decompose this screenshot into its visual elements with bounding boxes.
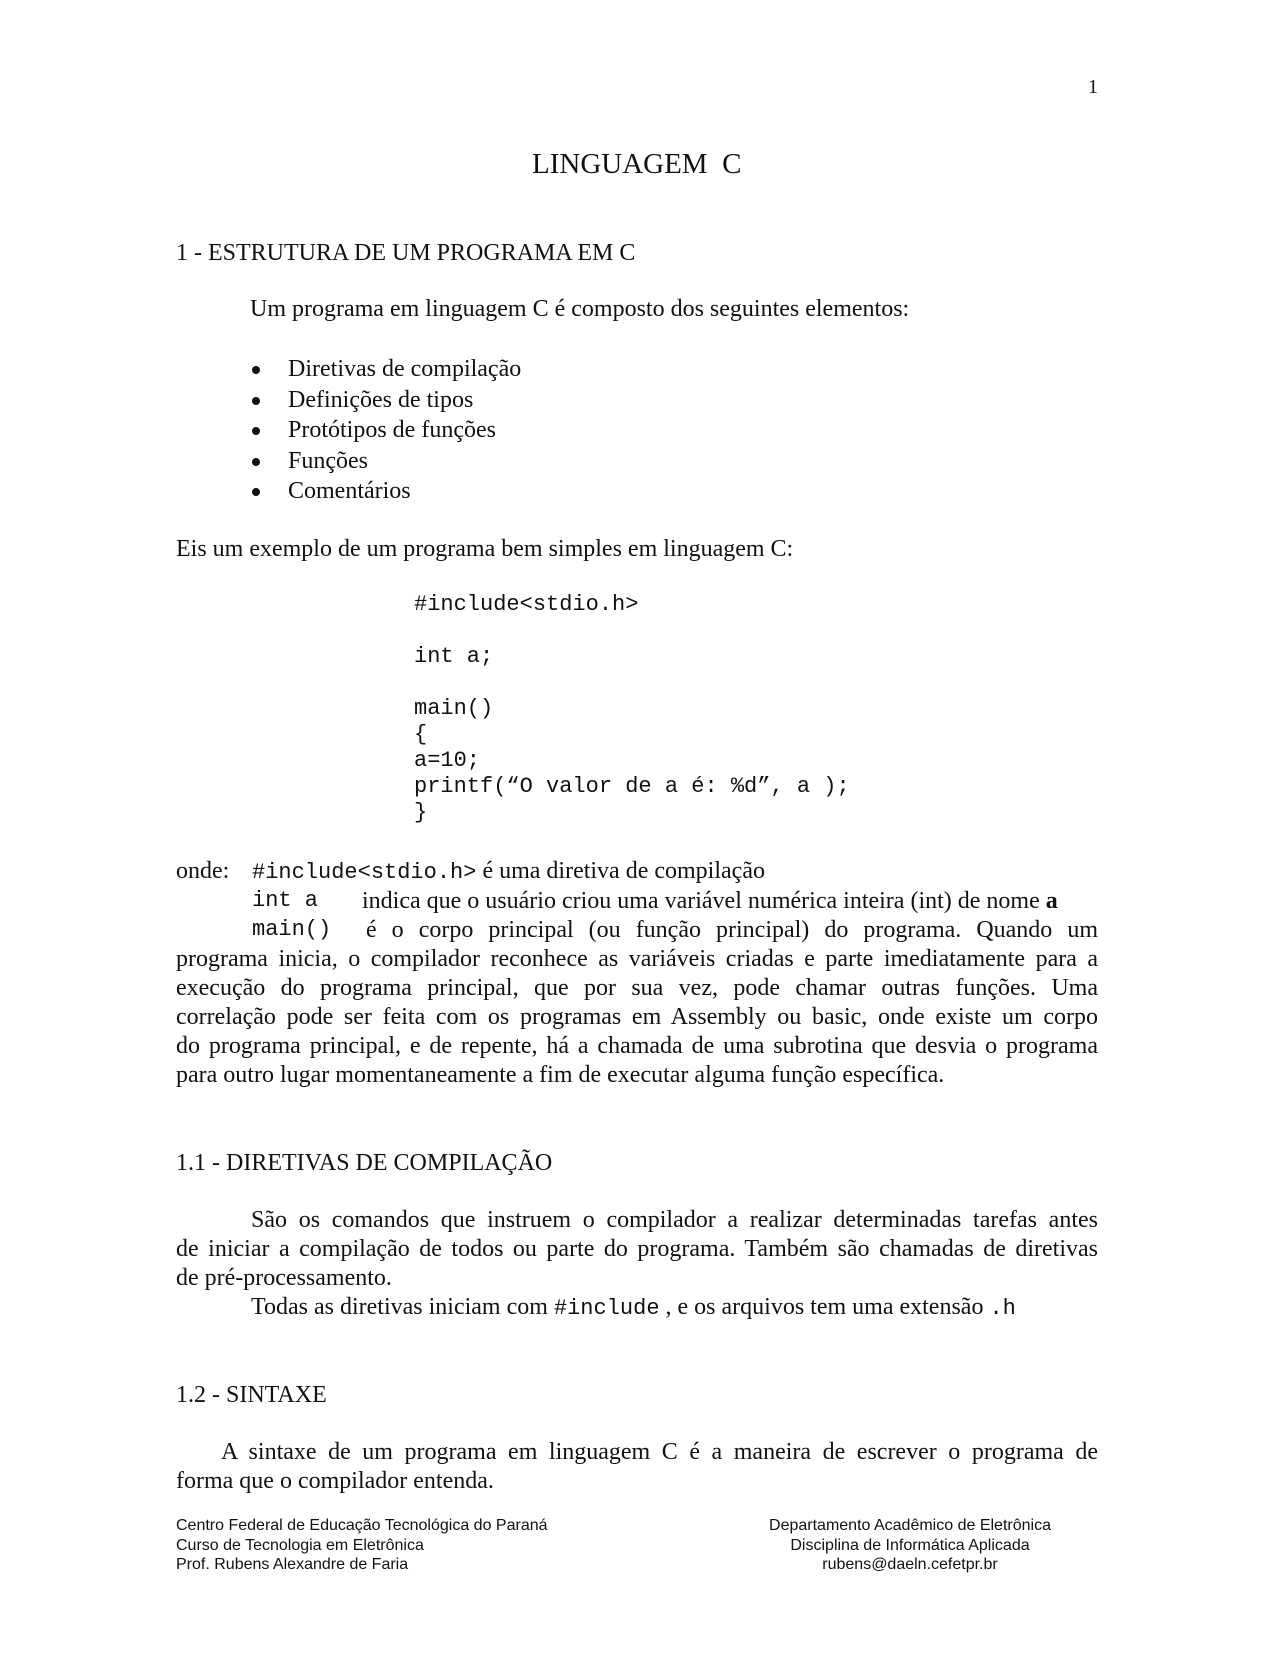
footer-institution: Centro Federal de Educação Tecnológica do Paraná xyxy=(176,1517,548,1534)
elements-list xyxy=(248,354,521,507)
bullet-icon xyxy=(252,458,260,466)
list-item: Funções xyxy=(248,446,521,477)
include-code: #include<stdio.h> xyxy=(252,860,477,885)
bullet-icon xyxy=(252,427,260,435)
bullet-icon xyxy=(252,488,260,496)
footer-discipline: Disciplina de Informática Aplicada xyxy=(790,1536,1030,1554)
example-intro: Eis um exemplo de um programa bem simples em linguagem C: xyxy=(176,536,794,562)
section-1-1-heading: 1.1 - DIRETIVAS DE COMPILAÇÃO xyxy=(176,1150,553,1176)
int-code: int a xyxy=(252,888,319,913)
code-line: #include<stdio.h> xyxy=(414,592,639,617)
int-explanation: indica que o usuário criou uma variável numérica inteira (int) de nome a xyxy=(362,888,1058,914)
include-keyword: #include xyxy=(553,1296,660,1321)
bullet-icon xyxy=(252,397,260,405)
footer-right xyxy=(760,1516,1060,1575)
footer-department: Departamento Acadêmico de Eletrônica xyxy=(769,1517,1051,1534)
bullet-icon xyxy=(252,366,260,374)
code-line: } xyxy=(414,800,428,825)
section-1-2-heading: 1.2 - SINTAXE xyxy=(176,1382,327,1408)
list-item: Comentários xyxy=(248,476,521,507)
onde-label: onde: xyxy=(176,858,230,884)
code-line: a=10; xyxy=(414,748,481,773)
footer-email: rubens@daeln.cefetpr.br xyxy=(822,1556,998,1573)
code-line: { xyxy=(414,722,428,747)
code-line: main() xyxy=(414,696,494,721)
footer-course: Curso de Tecnologia em Eletrônica xyxy=(176,1536,424,1554)
page-number: 1 xyxy=(1088,76,1098,98)
section-1-intro: Um programa em linguagem C é composto dos seguintes elementos: xyxy=(250,296,910,322)
header-extension: .h xyxy=(989,1296,1016,1321)
include-sentence: Todas as diretivas iniciam com #include , e os arquivos tem uma extensão .h xyxy=(251,1294,1016,1321)
section-1-heading: 1 - ESTRUTURA DE UM PROGRAMA EM C xyxy=(176,240,636,266)
section-1-2-paragraph: A sintaxe de um programa em linguagem C é a maneira de escrever o programa de forma que o compilador entenda. xyxy=(176,1439,1098,1494)
list-item: Protótipos de funções xyxy=(248,415,521,446)
main-code: main() xyxy=(252,917,332,942)
include-explanation: #include<stdio.h> é uma diretiva de compilação xyxy=(252,858,765,885)
footer-professor: Prof. Rubens Alexandre de Faria xyxy=(176,1556,409,1573)
page-title: LINGUAGEM C xyxy=(532,148,742,180)
code-line: printf(“O valor de a é: %d”, a ); xyxy=(414,774,850,799)
section-1-1-paragraph: São os comandos que instruem o compilador a realizar determinadas tarefas antes de iniciar a compilação de todos ou parte do programa. Também são chamadas de diretivas de pré-processamento. xyxy=(176,1207,1098,1291)
list-item: Diretivas de compilação xyxy=(248,354,521,385)
list-item: Definições de tipos xyxy=(248,385,521,416)
main-explanation: é o corpo principal (ou função principal) do programa. Quando um programa inicia, o compilador reconhece as variáveis criadas e parte imediatamente para a execução do programa principal, que por sua vez, pode chamar outras funções. Uma correlação pode ser feita com os programas em Assembly ou basic, onde existe um corpo do programa principal, e de repente, há a chamada de uma subrotina que desvia o programa para outro lugar momentaneamente a fim de executar alguma função específica. xyxy=(176,917,1098,1088)
code-line: int a; xyxy=(414,644,494,669)
footer-left xyxy=(176,1516,548,1575)
